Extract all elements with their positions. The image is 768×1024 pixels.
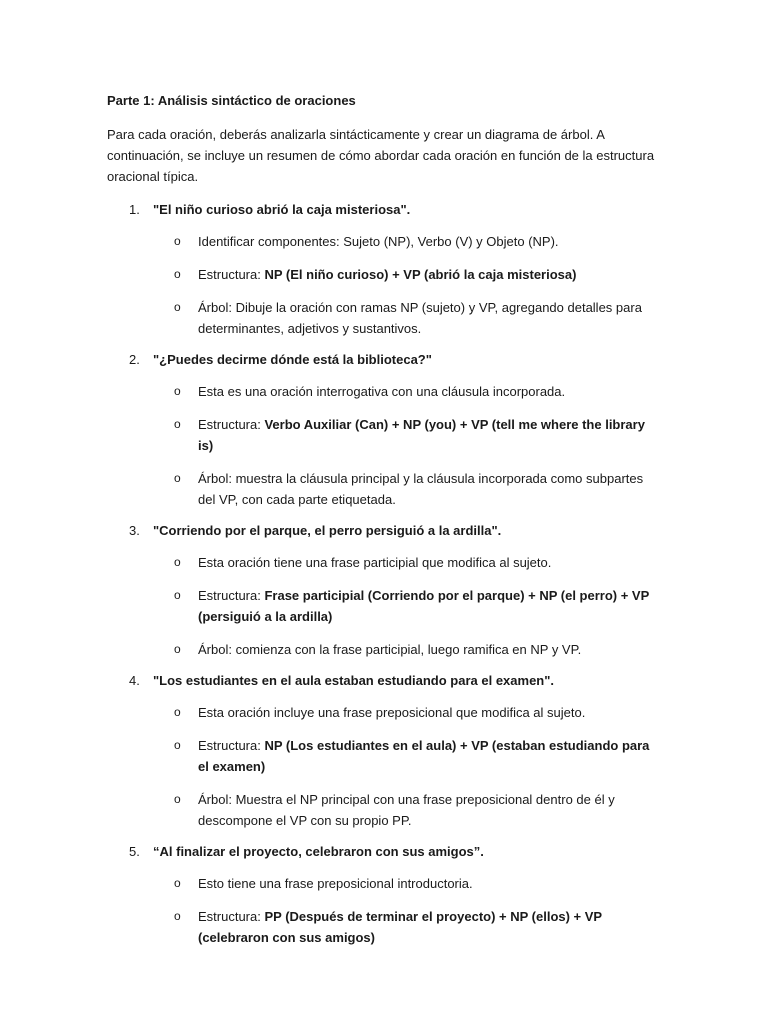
sub-bullet-text (198, 789, 658, 831)
sub-bullet-text (198, 381, 658, 402)
item-number: 4. (129, 673, 140, 688)
sub-bullet-item (107, 231, 658, 252)
sub-bullet-text (198, 735, 658, 777)
circle-bullet-icon: o (174, 234, 181, 248)
circle-bullet-icon: o (174, 909, 181, 923)
item-number: 1. (129, 202, 140, 217)
sub-bullet-list (107, 552, 658, 660)
sub-bullet-text (198, 906, 658, 948)
sub-bullet-item (107, 264, 658, 285)
sentence-heading (107, 201, 658, 219)
sub-bullet-prefix: Identificar componentes: Sujeto (NP), Verbo (V) y Objeto (NP). (198, 234, 559, 249)
sub-bullet-text (198, 702, 658, 723)
sub-bullet-list (107, 231, 658, 339)
circle-bullet-icon: o (174, 792, 181, 806)
sub-bullet-prefix: Estructura: (198, 417, 265, 432)
structure-formula: Verbo Auxiliar (Can) + NP (you) + VP (tell me where the library is) (198, 417, 645, 453)
sentence-heading (107, 672, 658, 690)
sub-bullet-text (198, 552, 658, 573)
list-item (107, 672, 658, 831)
sub-bullet-text (198, 585, 658, 627)
list-item (107, 351, 658, 510)
sub-bullet-item (107, 639, 658, 660)
sub-bullet-item (107, 906, 658, 948)
sub-bullet-text (198, 264, 658, 285)
example-sentence: "Corriendo por el parque, el perro persiguió a la ardilla". (153, 523, 502, 538)
sub-bullet-item (107, 585, 658, 627)
circle-bullet-icon: o (174, 471, 181, 485)
sub-bullet-item (107, 414, 658, 456)
circle-bullet-icon: o (174, 384, 181, 398)
sentence-heading (107, 351, 658, 369)
list-item (107, 201, 658, 339)
circle-bullet-icon: o (174, 300, 181, 314)
example-sentence: "¿Puedes decirme dónde está la biblioteca?" (153, 352, 432, 367)
structure-formula: NP (El niño curioso) + VP (abrió la caja misteriosa) (264, 267, 577, 282)
circle-bullet-icon: o (174, 555, 181, 569)
structure-formula: Frase participial (Corriendo por el parque) + NP (el perro) + VP (persiguió a la ardilla) (198, 588, 650, 624)
sentence-list (107, 201, 658, 948)
sub-bullet-item (107, 468, 658, 510)
sub-bullet-item (107, 789, 658, 831)
sub-bullet-prefix: Estructura: (198, 738, 265, 753)
sub-bullet-prefix: Estructura: (198, 588, 265, 603)
list-item (107, 843, 658, 948)
sub-bullet-list (107, 873, 658, 948)
item-number: 3. (129, 523, 140, 538)
structure-formula: NP (Los estudiantes en el aula) + VP (estaban estudiando para el examen) (198, 738, 650, 774)
sub-bullet-text (198, 639, 658, 660)
example-sentence: “Al finalizar el proyecto, celebraron con sus amigos”. (153, 844, 484, 859)
sub-bullet-item (107, 873, 658, 894)
item-number: 2. (129, 352, 140, 367)
structure-formula: PP (Después de terminar el proyecto) + NP (ellos) + VP (celebraron con sus amigos) (198, 909, 602, 945)
sub-bullet-list (107, 702, 658, 831)
sub-bullet-prefix: Árbol: comienza con la frase participial, luego ramifica en NP y VP. (198, 642, 582, 657)
sub-bullet-prefix: Árbol: muestra la cláusula principal y la cláusula incorporada como subpartes del VP, con cada parte etiquetada. (198, 471, 644, 507)
sub-bullet-prefix: Árbol: Muestra el NP principal con una frase preposicional dentro de él y descompone el VP con su propio PP. (198, 792, 615, 828)
sentence-heading (107, 522, 658, 540)
section-title: Parte 1: Análisis sintáctico de oraciones (107, 93, 356, 108)
circle-bullet-icon: o (174, 738, 181, 752)
example-sentence: "El niño curioso abrió la caja misteriosa". (153, 202, 411, 217)
sub-bullet-item (107, 552, 658, 573)
circle-bullet-icon: o (174, 588, 181, 602)
sub-bullet-prefix: Esta es una oración interrogativa con una cláusula incorporada. (198, 384, 566, 399)
sub-bullet-text (198, 468, 658, 510)
list-item (107, 522, 658, 660)
sub-bullet-text (198, 873, 658, 894)
sub-bullet-text (198, 414, 658, 456)
item-number: 5. (129, 844, 140, 859)
sentence-heading (107, 843, 658, 861)
sub-bullet-item (107, 297, 658, 339)
sub-bullet-prefix: Árbol: Dibuje la oración con ramas NP (sujeto) y VP, agregando detalles para determinantes, adjetivos y sustantivos. (198, 300, 642, 336)
circle-bullet-icon: o (174, 705, 181, 719)
intro-paragraph: Para cada oración, deberás analizarla sintácticamente y crear un diagrama de árbol. A continuación, se incluye un resumen de cómo abordar cada oración en función de la estructura oracional típica. (107, 127, 655, 184)
circle-bullet-icon: o (174, 642, 181, 656)
circle-bullet-icon: o (174, 267, 181, 281)
sub-bullet-text (198, 231, 658, 252)
sub-bullet-text (198, 297, 658, 339)
example-sentence: "Los estudiantes en el aula estaban estudiando para el examen". (153, 673, 555, 688)
sub-bullet-prefix: Estructura: (198, 267, 265, 282)
circle-bullet-icon: o (174, 876, 181, 890)
sub-bullet-item (107, 702, 658, 723)
sub-bullet-list (107, 381, 658, 510)
sub-bullet-prefix: Esto tiene una frase preposicional introductoria. (198, 876, 473, 891)
circle-bullet-icon: o (174, 417, 181, 431)
sub-bullet-prefix: Esta oración incluye una frase preposicional que modifica al sujeto. (198, 705, 586, 720)
sub-bullet-prefix: Esta oración tiene una frase participial que modifica al sujeto. (198, 555, 552, 570)
sub-bullet-item (107, 735, 658, 777)
sub-bullet-item (107, 381, 658, 402)
sub-bullet-prefix: Estructura: (198, 909, 265, 924)
